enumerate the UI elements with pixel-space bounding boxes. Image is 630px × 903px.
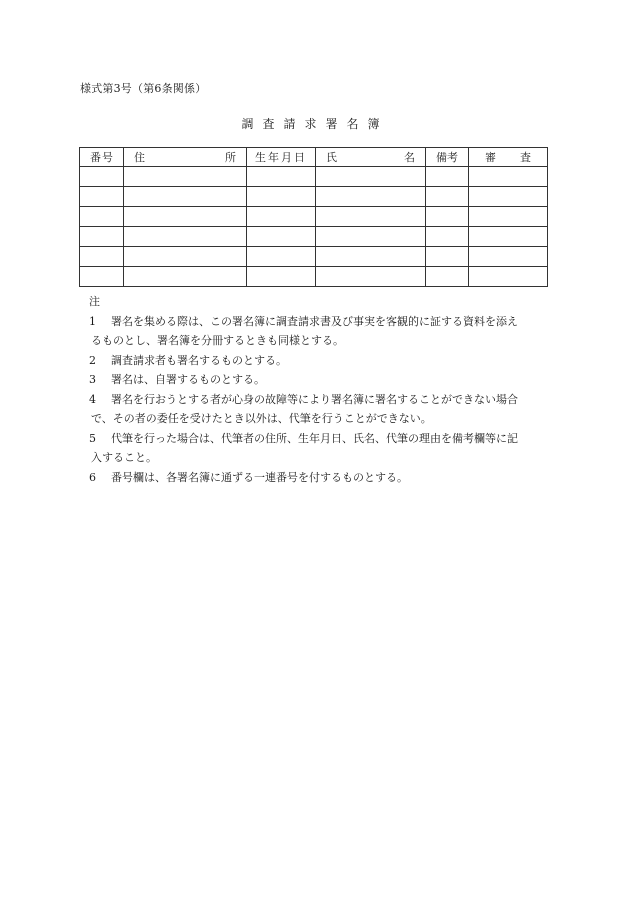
note-text: 調査請求者も署名するものとする。 [111, 353, 287, 367]
table-cell[interactable] [469, 187, 548, 207]
table-cell[interactable] [469, 247, 548, 267]
table-cell[interactable] [80, 227, 124, 247]
table-cell[interactable] [124, 207, 247, 227]
table-cell[interactable] [426, 227, 469, 247]
note-text: 署名は、自署するものとする。 [111, 373, 265, 386]
column-header-remarks [426, 148, 469, 167]
table-cell[interactable] [247, 267, 316, 287]
table-cell[interactable] [316, 267, 426, 287]
form-number-label: 様式第3号（第6条関係） [80, 82, 207, 95]
table-cell[interactable] [426, 187, 469, 207]
column-header-label [84, 149, 119, 165]
column-header-name [316, 148, 426, 167]
note-item [79, 390, 549, 429]
table-cell[interactable] [124, 267, 247, 287]
header-char: 審 [485, 151, 496, 164]
table-cell[interactable] [80, 167, 124, 187]
table-cell[interactable] [80, 267, 124, 287]
note-number: 6 [89, 470, 96, 484]
table-cell[interactable] [426, 167, 469, 187]
document-title: 調査請求署名簿 [241, 117, 389, 131]
table-header-row [80, 148, 548, 167]
header-char: 査 [520, 151, 531, 164]
table-cell[interactable] [124, 187, 247, 207]
column-header-review [469, 148, 548, 167]
table-cell[interactable] [316, 227, 426, 247]
note-item [79, 312, 549, 351]
table-row [80, 247, 548, 267]
table-cell[interactable] [316, 207, 426, 227]
table-cell[interactable] [426, 247, 469, 267]
note-text-continued: るものとし、署名簿を分冊するときも同様とする。 [91, 334, 344, 347]
note-text: 署名を行おうとする者が心身の故障等により署名簿に署名することができない場合 [111, 392, 518, 406]
table-cell[interactable] [469, 207, 548, 227]
table-cell[interactable] [469, 267, 548, 287]
column-header-number [80, 148, 124, 167]
table-cell[interactable] [124, 167, 247, 187]
table-cell[interactable] [469, 227, 548, 247]
table-cell[interactable] [80, 187, 124, 207]
header-char: 番 [90, 151, 101, 164]
column-header-label [128, 149, 242, 165]
table-cell[interactable] [426, 207, 469, 227]
note-number: 5 [89, 431, 96, 445]
note-item [79, 351, 549, 371]
table-row [80, 227, 548, 247]
table-cell[interactable] [247, 207, 316, 227]
header-char: 氏 [326, 151, 337, 164]
column-header-label [430, 149, 464, 165]
note-number: 1 [89, 314, 96, 328]
table-cell[interactable] [124, 227, 247, 247]
table-cell[interactable] [469, 167, 548, 187]
table-cell[interactable] [124, 247, 247, 267]
table-cell[interactable] [316, 187, 426, 207]
note-item [79, 429, 549, 468]
column-header-birthdate: 生年月日 [247, 148, 316, 167]
note-number: 4 [89, 392, 96, 406]
header-char: 名 [404, 151, 415, 164]
table-cell[interactable] [80, 247, 124, 267]
table-cell[interactable] [316, 167, 426, 187]
note-text: 代筆を行った場合は、代筆者の住所、生年月日、氏名、代筆の理由を備考欄等に記 [111, 431, 518, 445]
table-cell[interactable] [247, 167, 316, 187]
note-text: 署名を集める際は、この署名簿に調査請求書及び事実を客観的に証する資料を添え [111, 314, 518, 328]
table-cell[interactable] [316, 247, 426, 267]
table-cell[interactable] [247, 247, 316, 267]
table-row [80, 167, 548, 187]
table-cell[interactable] [247, 227, 316, 247]
table-row [80, 267, 548, 287]
note-text-continued: で、その者の委任を受けたとき以外は、代筆を行うことができない。 [91, 412, 432, 425]
table-cell[interactable] [426, 267, 469, 287]
header-char: 備 [436, 151, 447, 164]
table-cell[interactable] [80, 207, 124, 227]
note-item [79, 370, 549, 390]
note-text-continued: 入すること。 [91, 451, 157, 464]
header-char: 号 [102, 151, 113, 164]
column-header-label [320, 149, 421, 165]
note-text: 番号欄は、各署名簿に通ずる一連番号を付するものとする。 [111, 470, 408, 484]
table-row [80, 187, 548, 207]
table-cell[interactable] [247, 187, 316, 207]
note-item [79, 468, 549, 488]
table-row [80, 207, 548, 227]
notes-section [79, 292, 549, 487]
column-header-address [124, 148, 247, 167]
column-header-label [473, 149, 543, 165]
note-number: 2 [89, 353, 96, 367]
note-number: 3 [89, 373, 96, 386]
header-char: 考 [447, 151, 458, 164]
notes-heading: 注 [89, 295, 100, 308]
header-char: 住 [134, 151, 145, 164]
header-char: 所 [225, 151, 236, 164]
signature-register-table [79, 147, 548, 287]
